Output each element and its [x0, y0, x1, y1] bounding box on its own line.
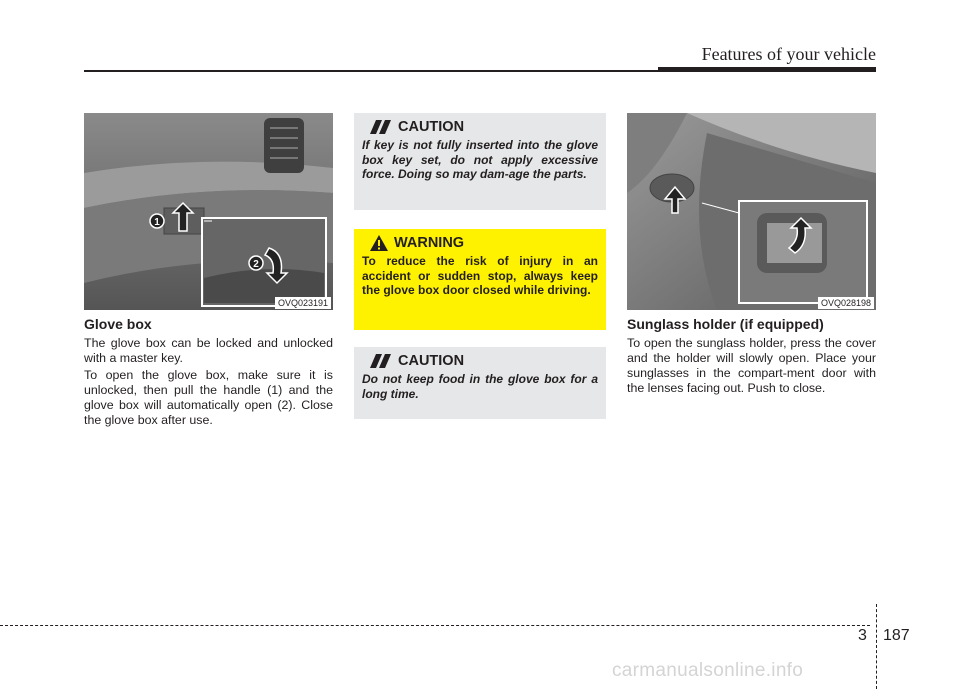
warning-text: To reduce the risk of injury in an accident or sudden stop, always keep the glove box door closed while driving.: [362, 254, 598, 297]
warning-box: [354, 229, 606, 330]
caution-text: If key is not fully inserted into the glove box key set, do not apply excessive force. Doing so may dam-age the parts.: [362, 138, 598, 181]
footer-rule: [0, 625, 870, 626]
sunglass-holder-paragraph: To open the sunglass holder, press the cover and the holder will slowly open. Place your sunglasses in the compart-ment door with the lenses facing out. Push to close.: [627, 336, 876, 395]
page-number: 187: [883, 627, 910, 644]
glove-box-photo: [84, 113, 333, 310]
glove-box-paragraph-1: The glove box can be locked and unlocked with a master key.: [84, 336, 333, 365]
header-rule-accent: [658, 67, 876, 72]
sunglass-holder-photo: [627, 113, 876, 310]
sunglass-holder-illustration: [627, 113, 876, 310]
warning-title: WARNING: [394, 235, 465, 251]
caution-slash-icon: [370, 120, 392, 134]
footer-divider: [876, 604, 877, 689]
caution-title: CAUTION: [398, 119, 465, 135]
section-heading-glove-box: Glove box: [84, 316, 152, 332]
caution-title: CAUTION: [398, 353, 465, 369]
glove-box-paragraph-2: To open the glove box, make sure it is unlocked, then pull the handle (1) and the glove box will automatically open (2). Close the glove box after use.: [84, 368, 333, 427]
caution-slash-icon: [370, 354, 392, 368]
callout-2: 2: [253, 259, 259, 270]
page-header-title: Features of your vehicle: [701, 44, 876, 64]
watermark: carmanualsonline.info: [612, 660, 804, 681]
image-code: OVQ028198: [818, 297, 874, 309]
caution-box-food: [354, 347, 606, 419]
caution-box-key: [354, 113, 606, 210]
glove-box-illustration: [84, 113, 333, 310]
caution-text: Do not keep food in the glove box for a long time.: [362, 372, 598, 401]
section-heading-sunglass-holder: Sunglass holder (if equipped): [627, 316, 824, 332]
callout-1: 1: [154, 217, 160, 228]
warning-triangle-icon: [370, 235, 388, 251]
image-code: OVQ023191: [275, 297, 331, 309]
chapter-number: 3: [858, 627, 867, 644]
